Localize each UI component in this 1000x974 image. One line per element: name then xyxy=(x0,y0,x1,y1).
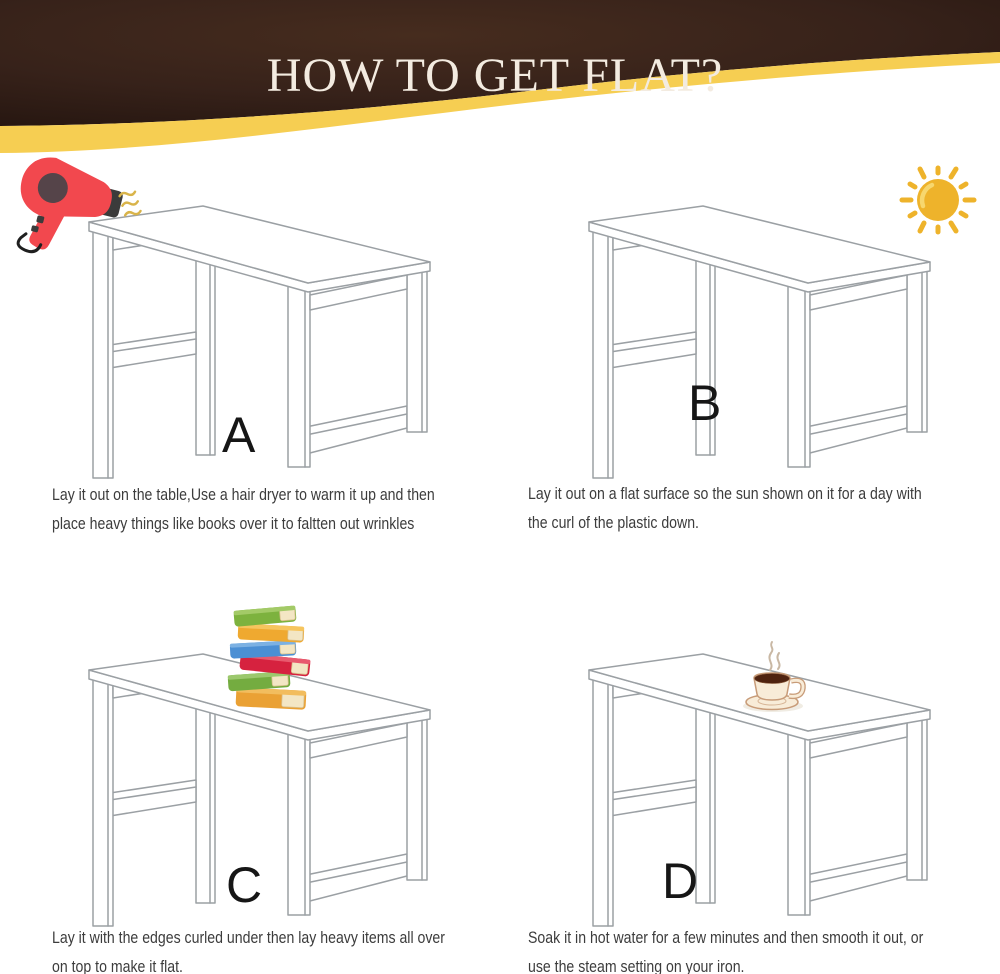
method-caption-a xyxy=(52,480,435,538)
method-caption-d xyxy=(528,923,923,974)
method-label-d: D xyxy=(662,853,699,909)
hair-dryer-icon xyxy=(10,153,150,263)
coffee-cup-icon xyxy=(732,636,812,716)
method-caption-c xyxy=(52,923,445,974)
caption-line: use the steam setting on your iron. xyxy=(528,957,745,974)
method-label-a: A xyxy=(222,407,256,463)
method-caption-b xyxy=(528,479,922,537)
method-label-c: C xyxy=(226,857,263,913)
caption-line: Lay it out on a flat surface so the sun shown on it for a day with xyxy=(528,484,922,503)
caption-line: Lay it with the edges curled under then lay heavy items all over xyxy=(52,928,445,947)
caption-line: on top to make it flat. xyxy=(52,957,183,974)
page-title: HOW TO GET FLAT? xyxy=(266,49,724,103)
table-illustration xyxy=(580,195,940,485)
sun-icon xyxy=(898,156,978,240)
caption-line: Soak it in hot water for a few minutes and then smooth it out, or xyxy=(528,928,924,947)
caption-line: place heavy things like books over it to faltten out wrinkles xyxy=(52,514,415,533)
method-label-b: B xyxy=(688,375,722,431)
caption-line: the curl of the plastic down. xyxy=(528,513,699,532)
books-stack-icon xyxy=(222,598,312,713)
caption-line: Lay it out on the table,Use a hair dryer to warm it up and then xyxy=(52,485,435,504)
